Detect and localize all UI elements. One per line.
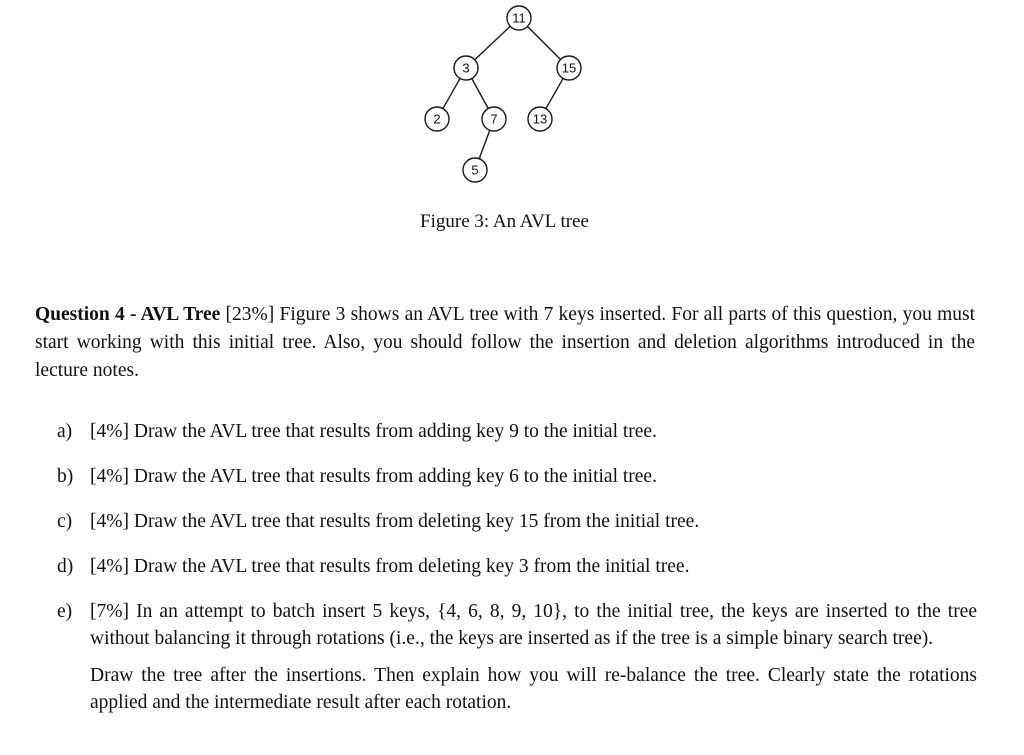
part-a-marker: a) [57, 421, 73, 442]
tree-node-label: 7 [490, 111, 498, 127]
tree-node-label: 3 [462, 60, 470, 76]
tree-edge-3-7 [472, 79, 488, 109]
tree-node-13 [528, 107, 552, 131]
tree-node-2 [425, 107, 449, 131]
tree-edge-11-15 [527, 26, 560, 59]
part-d-marker: d) [57, 556, 74, 577]
part-e-text: [7%] In an attempt to batch insert 5 keys, {4, 6, 8, 9, 10}, to the initial tree, the keys are inserted to the tree without balancing it through rotations (i.e., the keys are inserted as if the tree is a simple binary search tree). [90, 601, 977, 649]
part-a [57, 418, 977, 445]
tree-node-label: 15 [561, 60, 577, 76]
question-title: Question 4 - AVL Tree [35, 304, 221, 325]
tree-node-7 [482, 107, 506, 131]
tree-edge-7-5 [479, 130, 490, 159]
part-d [57, 553, 977, 580]
tree-edge-15-13 [546, 78, 563, 108]
tree-node-5 [463, 158, 487, 182]
part-b-text: [4%] Draw the AVL tree that results from adding key 6 to the initial tree. [90, 466, 657, 487]
part-e [57, 598, 977, 716]
part-c [57, 508, 977, 535]
figure-caption: Figure 3: An AVL tree [420, 211, 589, 232]
tree-node-3 [454, 56, 478, 80]
tree-edge-11-3 [475, 26, 511, 60]
tree-node-15 [557, 56, 581, 80]
part-c-text: [4%] Draw the AVL tree that results from deleting key 15 from the initial tree. [90, 511, 700, 532]
part-d-text: [4%] Draw the AVL tree that results from deleting key 3 from the initial tree. [90, 556, 690, 577]
tree-node-label: 13 [532, 111, 548, 127]
tree-node-label: 2 [433, 111, 441, 127]
part-b [57, 463, 977, 490]
question-paragraph [35, 301, 975, 385]
tree-node-label: 11 [512, 10, 526, 26]
question-weight: [23%] [225, 304, 275, 325]
part-b-marker: b) [57, 466, 74, 487]
part-e-marker: e) [57, 601, 73, 622]
part-e-text-2: Draw the tree after the insertions. Then explain how you will re-balance the tree. Clearly state the rotations applied and the intermediate result after each rotation. [90, 665, 977, 713]
part-c-marker: c) [57, 511, 73, 532]
avl-tree-figure [0, 0, 1024, 200]
tree-node-11 [507, 6, 531, 30]
question-intro: Figure 3 shows an AVL tree with 7 keys inserted. For all parts of this question, you must start working with this initial tree. Also, you should follow the insertion and deletion algorithms introduced in the lecture notes. [35, 304, 975, 381]
part-a-text: [4%] Draw the AVL tree that results from adding key 9 to the initial tree. [90, 421, 657, 442]
tree-node-label: 5 [471, 162, 479, 178]
tree-edge-3-2 [443, 78, 460, 108]
